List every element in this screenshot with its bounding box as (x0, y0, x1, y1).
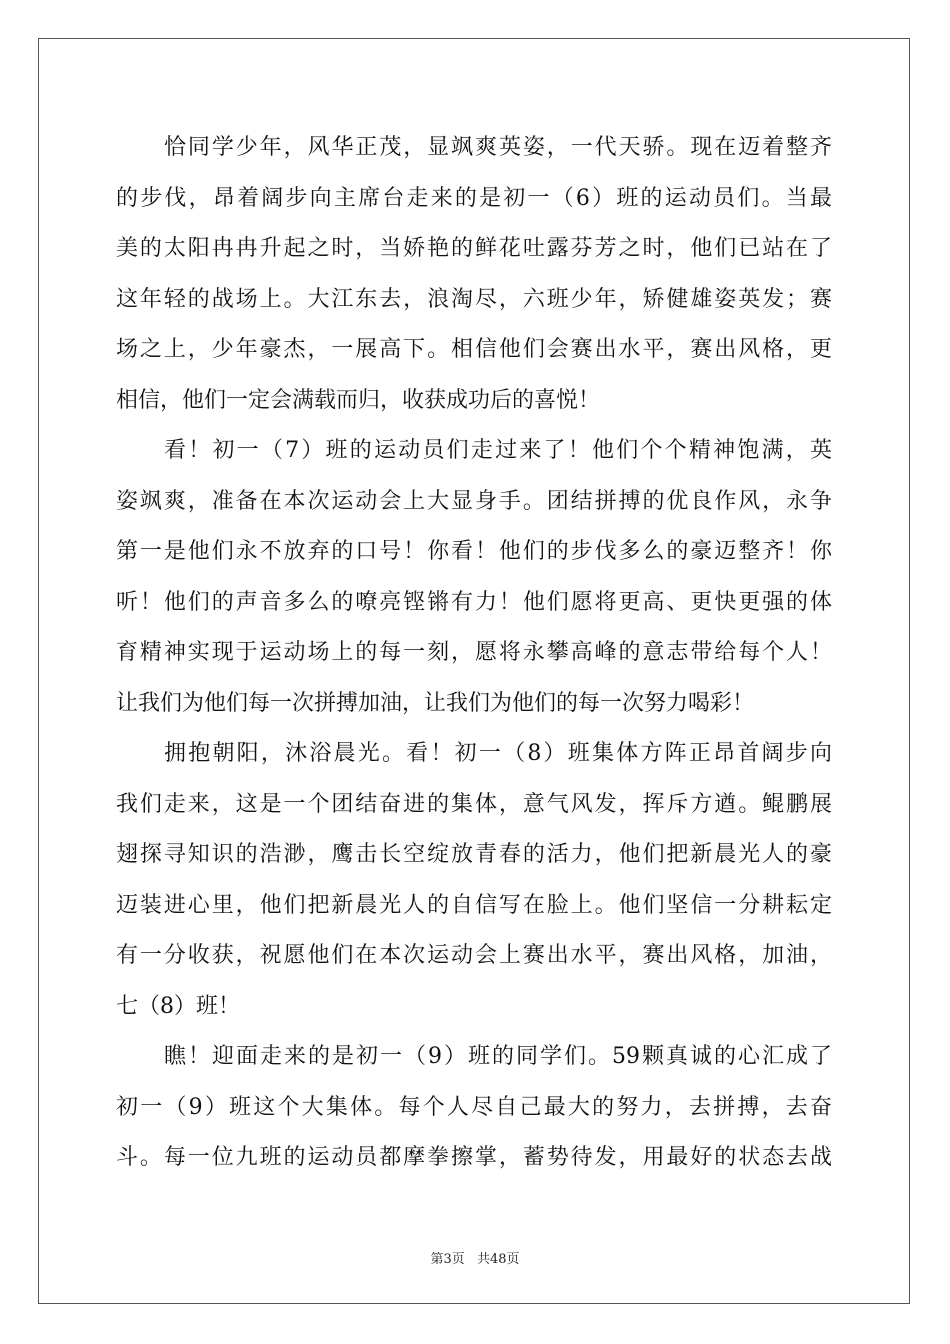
text-line: 斗。每一位九班的运动员都摩拳擦掌，蓄势待发，用最好的状态去战 (116, 1145, 832, 1170)
text-line: 场之上，少年豪杰，一展高下。相信他们会赛出水平，赛出风格，更 (116, 337, 832, 362)
text-line: 我们走来，这是一个团结奋进的集体，意气风发，挥斥方遒。鲲鹏展 (116, 791, 832, 817)
text-line: 的步伐，昂着阔步向主席台走来的是初一（6）班的运动员们。当最 (116, 185, 832, 211)
text-line: 育精神实现于运动场上的每一刻，愿将永攀高峰的意志带给每个人！ (116, 640, 832, 665)
page-footer (0, 1248, 950, 1267)
text-line: 第一是他们永不放弃的口号！你看！他们的步伐多么的豪迈整齐！你 (116, 539, 832, 564)
text-line: 这年轻的战场上。大江东去，浪淘尽，六班少年，矫健雄姿英发；赛 (116, 286, 832, 312)
text-line: 让我们为他们每一次拼搏加油，让我们为他们的每一次努力喝彩！ (116, 690, 755, 716)
document-body (116, 123, 832, 1184)
text-line: 瞧！迎面走来的是初一（9）班的同学们。59颗真诚的心汇成了 (164, 1044, 832, 1069)
text-line: 美的太阳冉冉升起之时，当娇艳的鲜花吐露芬芳之时，他们已站在了 (116, 236, 832, 261)
text-line: 看！初一（7）班的运动员们走过来了！他们个个精神饱满，英 (164, 438, 832, 463)
page-number: 第3页 (430, 1252, 465, 1267)
text-line: 七（8）班！ (116, 993, 240, 1019)
text-line: 相信，他们一定会满载而归，收获成功后的喜悦！ (116, 387, 601, 413)
text-line: 拥抱朝阳，沐浴晨光。看！初一（8）班集体方阵正昂首阔步向 (164, 741, 832, 766)
text-line: 恰同学少年，风华正茂，显飒爽英姿，一代天骄。现在迈着整齐 (164, 135, 832, 160)
page-total: 共48页 (476, 1252, 520, 1267)
text-line: 初一（9）班这个大集体。每个人尽自己最大的努力，去拼搏，去奋 (116, 1094, 832, 1120)
text-line: 姿飒爽，准备在本次运动会上大显身手。团结拼搏的优良作风，永争 (116, 488, 832, 514)
text-line: 听！他们的声音多么的嘹亮铿锵有力！他们愿将更高、更快更强的体 (116, 589, 832, 615)
text-line: 迈装进心里，他们把新晨光人的自信写在脸上。他们坚信一分耕耘定 (116, 892, 832, 918)
text-line: 有一分收获，祝愿他们在本次运动会上赛出水平，赛出风格，加油， (116, 943, 832, 968)
text-line: 翅探寻知识的浩渺，鹰击长空绽放青春的活力，他们把新晨光人的豪 (116, 842, 832, 867)
